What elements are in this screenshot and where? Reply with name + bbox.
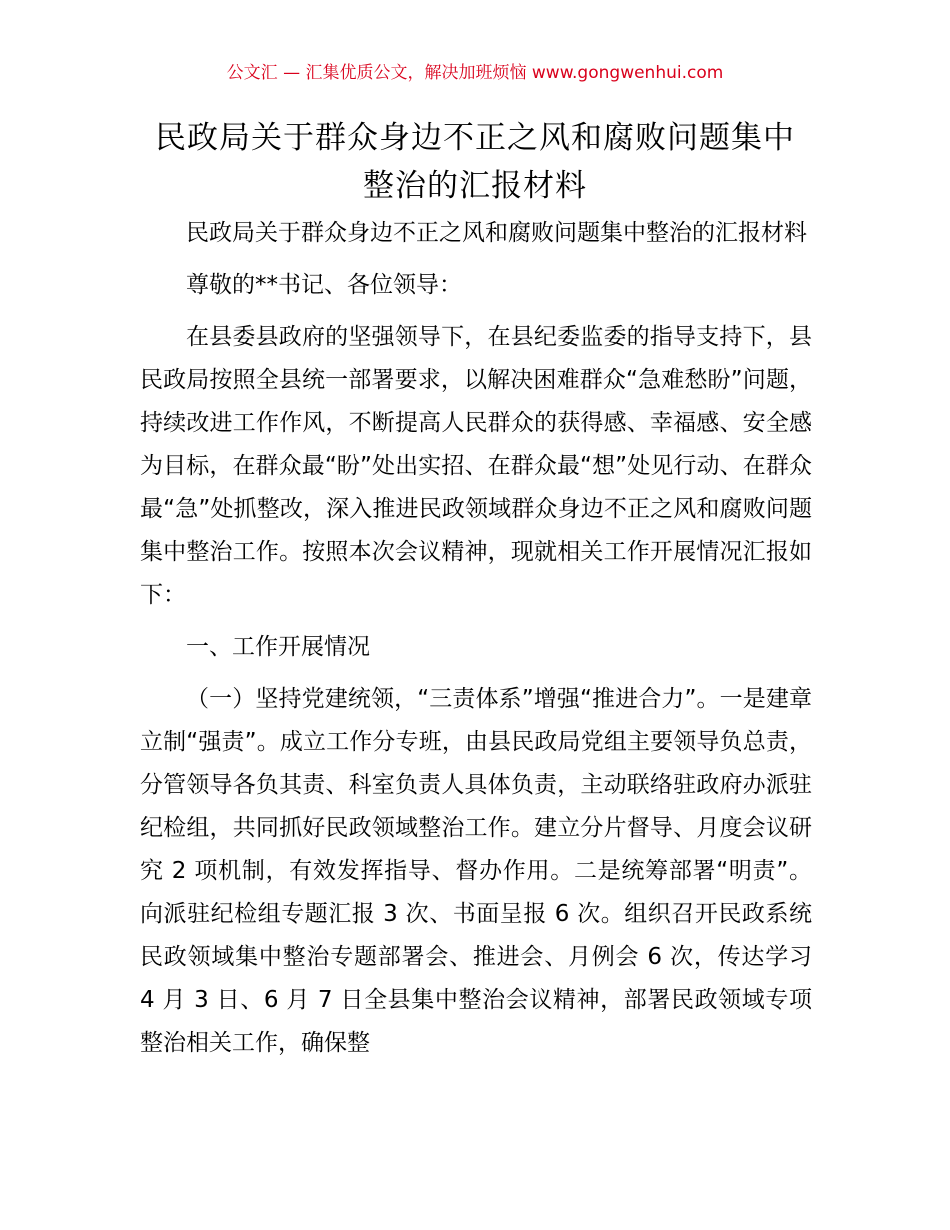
title-line-2: 整治的汇报材料: [363, 168, 587, 204]
title-line-1: 民政局关于群众身边不正之风和腐败问题集中: [155, 120, 795, 156]
site-header-banner: 公文汇 — 汇集优质公文，解决加班烦恼 www.gongwenhui.com: [226, 63, 724, 83]
document-body: [140, 212, 812, 1074]
subtitle-paragraph: 民政局关于群众身边不正之风和腐败问题集中整治的汇报材料: [186, 220, 807, 246]
section-paragraph: （一）坚持党建统领，“三责体系”增强“推进合力”。一是建章立制“强责”。成立工作分专班，由县民政局党组主要领导负总责，分管领导各负其责、科室负责人具体负责，主动联络驻政府办派驻纪检组，共同抓好民政领域整治工作。建立分片督导、月度会议研究 2 项机制，有效发挥指导、督办作用。二是统筹部署“明责”。向派驻纪检组专题汇报 3 次、书面呈报 6 次。组织召开民政系统民政领域集中整治专题部署会、推进会、月例会 6 次，传达学习 4 月 3 日、6 月 7 日全县集中整治会议精神，部署民政领域专项整治相关工作，确保整: [140, 686, 812, 1056]
intro-paragraph: 在县委县政府的坚强领导下，在县纪委监委的指导支持下，县民政局按照全县统一部署要求，以解决困难群众“急难愁盼”问题，持续改进工作作风，不断提高人民群众的获得感、幸福感、安全感为目标，在群众最“盼”处出实招、在群众最“想”处见行动、在群众最“急”处抓整改，深入推进民政领域群众身边不正之风和腐败问题集中整治工作。按照本次会议精神，现就相关工作开展情况汇报如下：: [140, 324, 812, 608]
section-heading: 一、工作开展情况: [186, 634, 370, 660]
salutation: 尊敬的**书记、各位领导：: [186, 272, 462, 298]
document-title: [100, 114, 850, 210]
